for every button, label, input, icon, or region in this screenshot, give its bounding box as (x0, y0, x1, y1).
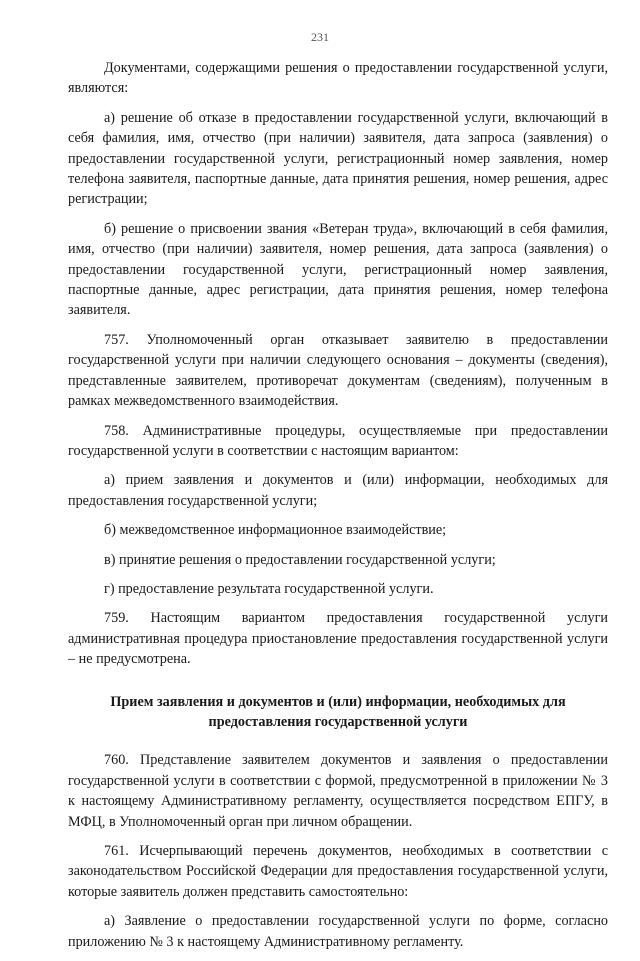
paragraph-758-c: в) принятие решения о предоставлении государственной услуги; (104, 551, 496, 568)
paragraph-758-a: а) прием заявления и документов и (или) информации, необходимых для предоставления государственной услуги; (68, 472, 608, 509)
paragraph-758: 758. Административные процедуры, осуществляемые при предоставлении государственной услуги в соответствии с настоящим вариантом: (68, 422, 608, 459)
paragraph-761: 761. Исчерпывающий перечень документов, необходимых в соответствии с законодательством Российской Федерации для предоставления государственной услуги, которые заявитель должен представить самостоятельно: (68, 843, 608, 900)
paragraph-759: 759. Настоящим вариантом предоставления государственной услуги административная процедура приостановление предоставления государственной услуги – не предусмотрена. (68, 610, 608, 668)
paragraph-item-b: б) решение о присвоении звания «Ветеран труда», включающий в себя фамилия, имя, отчество (при наличии) заявителя, номер решения, дата запроса (заявления) о предоставлении государственной услуги, регистрационный номер заявления, паспортные данные, адрес регистрации, дата принятия решения, номер телефона заявителя. (68, 220, 608, 319)
paragraph-758-d: г) предоставление результата государственной услуги. (104, 580, 434, 597)
paragraph-758-b: б) межведомственное информационное взаимодействие; (104, 522, 447, 539)
paragraph-761-a: а) Заявление о предоставлении государственной услуги по форме, согласно приложению № 3 к настоящему Административному регламенту. (68, 913, 608, 950)
paragraph-760: 760. Представление заявителем документов и заявления о предоставлении государственной услуги в соответствии с формой, предусмотренной в приложении № 3 к настоящему Административному регламенту, осуществляется посредством ЕПГУ, в МФЦ, в Уполномоченный орган при личном обращении. (68, 752, 608, 830)
section-heading: Прием заявления и документов и (или) информации, необходимых для предоставления государственной услуги (110, 693, 566, 730)
paragraph-item-a: а) решение об отказе в предоставлении государственной услуги, включающий в себя фамилия, имя, отчество (при наличии) заявителя, дата запроса (заявления) о предоставлении государственной услуги, регистрационный номер заявления, номер телефона заявителя, паспортные данные, дата принятия решения, номер решения, адрес регистрации; (68, 109, 608, 208)
paragraph-757: 757. Уполномоченный орган отказывает заявителю в предоставлении государственной услуги при наличии следующего основания – документы (сведения), представленные заявителем, противоречат документам (сведениям), полученным в рамках межведомственного взаимодействия. (68, 331, 608, 410)
page-number: 231 (311, 30, 329, 44)
paragraph-intro: Документами, содержащими решения о предоставлении государственной услуги, являются: (68, 60, 608, 97)
document-body (68, 58, 608, 961)
